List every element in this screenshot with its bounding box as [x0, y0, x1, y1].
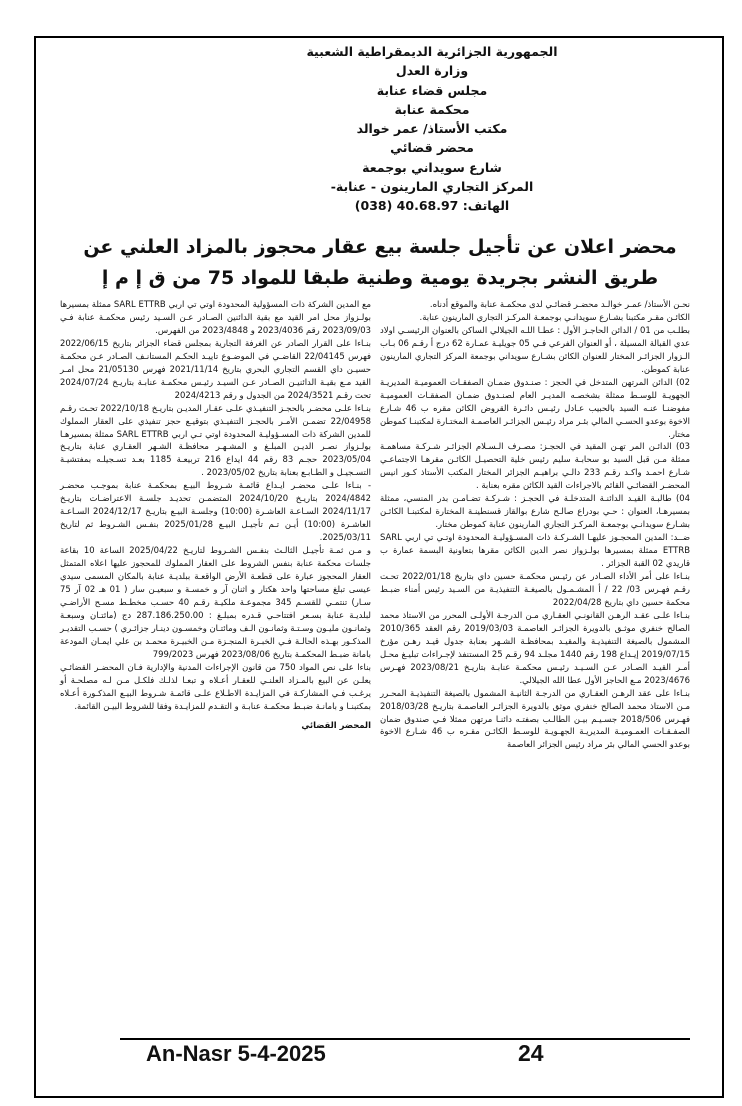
page-footer [36, 1030, 722, 1074]
paragraph: 04) طالبـة القيـد الدائنـة المتدخلـة في الحجـز : شـركـة تضـامـن بدر المنسي، ممثلة بمسيرهـا، العنوان : حـي بودراع صالـح شارع بوالقاز قسنطينـة المختارة لمكتبنـا الكائـن بشـارع سويدانـي بوجمعـة المركـز التجاري المارينون عنابة كموطن مختار. [380, 493, 690, 530]
header-line: مكتب الأستاذ/ عمر خوالد [356, 121, 508, 137]
header-line: شارع سويداني بوجمعة [362, 159, 502, 175]
paragraph: بنـاءا على عقد الرهـن العقـاري من الدرجـة الثانيـة المشمول بالصيغة التنفيذيـة المحـرر مـن الاستاذ محمد الصالح خنفري موثق بالدويرة الجزائـر العاصمـة بتاريـخ 2018/03/28 فهـرس 2018/506 جسـيـم بيـن الطالـب بصفتـه دائنـا مرتهن ممثلا فـي صندوق ضمان الصفـقـات العمـوميـة المديريـة الجهـويـة للوسـط الكائـن مقـره ب 46 شـارع الاخوة بوعدو الحسي المالي بئر مراد رئيس الجزائر العاصمة [380, 687, 690, 750]
paragraph: - بنـاءا علـى محضـر ايـداع قائمـة شـروط البيـع بمحكمـة عنابة بموجـب محضـر 2024/4842 بتاريـخ 2024/10/20 المتضمـن تحديـد جلسـة الاعتراضـات بتاريـخ 2024/11/17 السـاعـة العاشـرة (10:00) وجلسـة البيـع بتاريـخ 2024/12/17 السـاعـة العاشـرة (10:00) أيـن تـم تأجيـل البيـع 2025/01/28 بنفـس الشـروط ثم لتاريخ 2025/03/11. [60, 480, 372, 543]
right-column [380, 298, 690, 751]
paragraph: بنـاءا على القرار الصادر عن الغرفة التجارية بمجلس قضاء الجزائر بتاريخ 2022/06/15 فهرس 22/04145 القاضـي في الموضـوع تاييـد الحكـم المستانـف الصـادر عـن محكمـة حسيـن داي القسم التجاري البحري بتاريخ 2021/11/14 فهرس 21/05130 محل امـر القيد مـع بقيـة الدائنيـن الصـادر عـن السيـد رئيـس محكمـة عنابـة بتاريـخ 2024/07/24 تحت رقـم 2024/3521 من الجدول و رقم 2024/4213 [60, 337, 371, 400]
paragraph: بناءا على نص المواد 750 من قانون الإجراءات المدنية والإدارية فـان المحضـر القضائـي يعلـن عن البيع بالمـزاد العلنـي للعقـار أعـلاه و تبعـا لذلـك فلكـل مـن لـه مصلحـة أو يرغـب فـي المشاركـة في المزايـدة الاطـلاع علـى قائمـة شـروط البيـع المذكـورة أعـلاه بمكتبنـا و بامانـة ضبـط محكمـة عنابـة و التقـدم للمزايـدة وفقا للشروط البيـن القائمة. [60, 661, 371, 711]
header-line: الهاتف: 40.68.97 (038) [354, 198, 510, 214]
paragraph: و مـن ثمـة تأجيـل الثالـث بنفـس الشـروط لتاريـخ 2025/04/22 الساعة 10 بقاعة جلسات محكمة عنابة بنفس الشروط على العقار المملوك للمحجوز عليها اعلاه المتمثل العقار المحجوز عبارة على قطعـة الأرض الواقعـة ببلديـة عنابة بالمكان المسمى سيدي عيسى تبلغ مساحتها واحد هكتار و اثنان آر و خمسـة و سبعيـن سار ( 01 هـ 02 آر 75 سـار) تنتمـي للقسـم 345 مجموعـة ملكيـة رقـم 40 حسـب مخطـط مسـح الأراضـي لبلديـة عنابة بسـعر افتتاحـي قـدره بمبلـغ : 287.186.250.00 دج (مائتـان وسبعـة وثمانـون مليـون وسـتـة وثمانـون الـف ومائتـان وخمسـون دينـار جزائـري ) حسـب التقديـر المذكـور بهـذه الحالـة فـي الخبـرة المنجـزة مـن الخبيـرة محمـد بن علي ايمـان المودعة بامانة ضبـط المحكمـة بتاريخ 2023/08/06 فهرس 799/2023 [60, 545, 371, 659]
paragraph: مع المدين الشركة ذات المسؤولية المحدودة اوتي تي اربي SARL ETTRB ممثلة بمسيرها بولـزواز محل امر القيد مع بقية الدائنين الصـادر عـن السـيد رئيس محكمـة عنابة فـي 2023/09/03 رقم 2023/4036 و 2023/4848 من الفهرس. [60, 299, 372, 335]
header-line: محكمة عنابة [394, 101, 470, 117]
paragraph: بنـاءا على أمر الأداء الصـادر عن رئيـس محكمـة حسين داي بتاريخ 2022/01/18 تحـت رقـم فهـرس 03/ 22 / أ المشـمـول بالصيغـة التنفيذيـة من السـيد رئيس أمناء ضبـط محكمة حسين داي بتاريخ 2022/04/28 [380, 571, 690, 607]
notice-title: محضر اعلان عن تأجيل جلسة بيع عقار محجوز بالمزاد العلني عن طريق النشر بجريدة يومية وطنية طبقا للمواد 75 من ق إ م إ [83, 236, 677, 289]
header-line: وزارة العدل [395, 63, 469, 79]
paragraph: الكائـن مقـر مكتبنا بشـارع سويدانـي بوجمعـة المركـز التجاري المارينون عنابة. [419, 311, 690, 322]
publication-label: An-Nasr 5-4-2025 [146, 1041, 326, 1066]
paragraph: بنـاءا علـى عقـد الرهـن القانونـي العقـاري مـن الدرجـة الأولـى المحرر من الاستاذ محمد الصالح خنفري موثـق بالدويرة الجزائـر العاصمـة 2019/03/03 رقم العقد 2010/365 المشمول بالصيغة التنفيذيـة والمقيـد بمحافظـة الشـهر بعنابة جدول قيـد رهـن مؤرخ 2019/07/15 إيـداع 198 رقم 1440 مجلـد 94 رقـم 25 المستنفذ لإجـراءات تبليـغ محـل أمـر القيـد الصـادر عـن السـيـد رئيـس محكمـة عنابـة بتاريـخ 2023/08/21 فهـرس 2023/4676 مـع الحاجز الأول عطا الله الجيلالي. [380, 609, 691, 685]
header-line: محضر قضائي [390, 140, 474, 156]
header-line: الجمهورية الجزائرية الديمقراطية الشعبية [306, 44, 558, 59]
paragraph: بطلـب من 01 / الدائن الحاجـز الأول : عطـا اللـه الجيلالي الساكن بالعنوان الرئيسـي اولاد عدي القبالة المسيلة ، أو العنوان الفرعي فـي 05 جويليـة عمـارة 62 درج أ رقـم 06 بـاب الـزوار الجزائـر المختار للعنوان الكائن بشـارع سويداني بوجمعة المركز التجاري المارينون عنابة كموطن. [380, 324, 690, 374]
document-header [172, 42, 692, 216]
paragraph: نحـن الأستاذ/ عمـر خوالـد محضـر قضائـي لدى محكمـة عنابة والموقع أدناه. [429, 299, 690, 309]
page-number: 24 [518, 1040, 544, 1066]
paragraph: ضــد: المدين المحجـوز عليهـا الشـركـة ذات المسـؤوليـة المحدودة اوتـي تي اربي SARL ETTRB ممثلة بمسيرها بولـزواز نصر الدين الكائن مقرها بتعاونية البسمة عمارة ب قاريدي 02 القبة الجزائر . [380, 532, 690, 569]
left-column [60, 298, 371, 731]
paragraph: بنـاءا علـى محضـر بالحجـز التنفيـذي علـى عقـار المديـن بتاريـخ 2022/10/18 تحـت رقـم 22/04958 تضمـن الأمـر بالحجـز التنفيـذي بتوقيـع حجز تنفيذي على العقار المملوك للمدين الشركة ذات المسـؤوليـة المحدودة اوتي تـي اربي SARL ETTRB ممثلة بمسيرهـا بولـزواز نصـر الديـن المبلـغ و المشـهـر محافظـة الشـهر العقـاري عنابة بتاريـخ 2023/05/04 حجـم 83 رقم 44 ايداع 216 تربيعـة 1185 بعـد تسـجيلـه بمفتشيـة التسـجيـل و الطـابـع بعنابة بتاريخ 2023/05/02 . [60, 402, 372, 478]
header-line: مجلس قضاء عنابة [376, 82, 488, 98]
header-line: المركز التجاري المارينون - عنابة- [330, 179, 534, 195]
signature-label: المحضر القضائي [301, 719, 371, 730]
paragraph: 02) الدائن المرتهن المتدخل في الحجز : صنـدوق ضمـان الصفقـات العموميـة المديريـة الجهويـة للوسـط ممثلة بشخصـه المديـر العام لصنـدوق ضمـان الصفقـات العموميـة مفوضنـا عنـه السيد بالحبيب عـادل رئيـس دائـرة القروض الكائن مقره ب 46 شـارع الاخوة بوعدو الحسـي المالي بئـر مراد رئيـس الجزائـر العاصمـة المختـارة لمكتبنـا كموطن مختار. [380, 376, 690, 439]
paragraph: 03) الدائـن المر تهـن المقيد في الحجـز: مصـرف الـسـلام الجزائـر شـركـة مساهمـة ممثلة مـن قبل السيد بو سحابـة سليم رئيس خلية التحصيـل الكائـن مقرهـا الاجتماعـي شـارع احمـد واكـد رقـم 233 دالـي براهيـم الجزائر المختار المكتب الأستاذ كـور انيس المحضـر القضائـي القائم بالاجراءات القيد الكائن مقره بعنابة . [380, 441, 690, 491]
